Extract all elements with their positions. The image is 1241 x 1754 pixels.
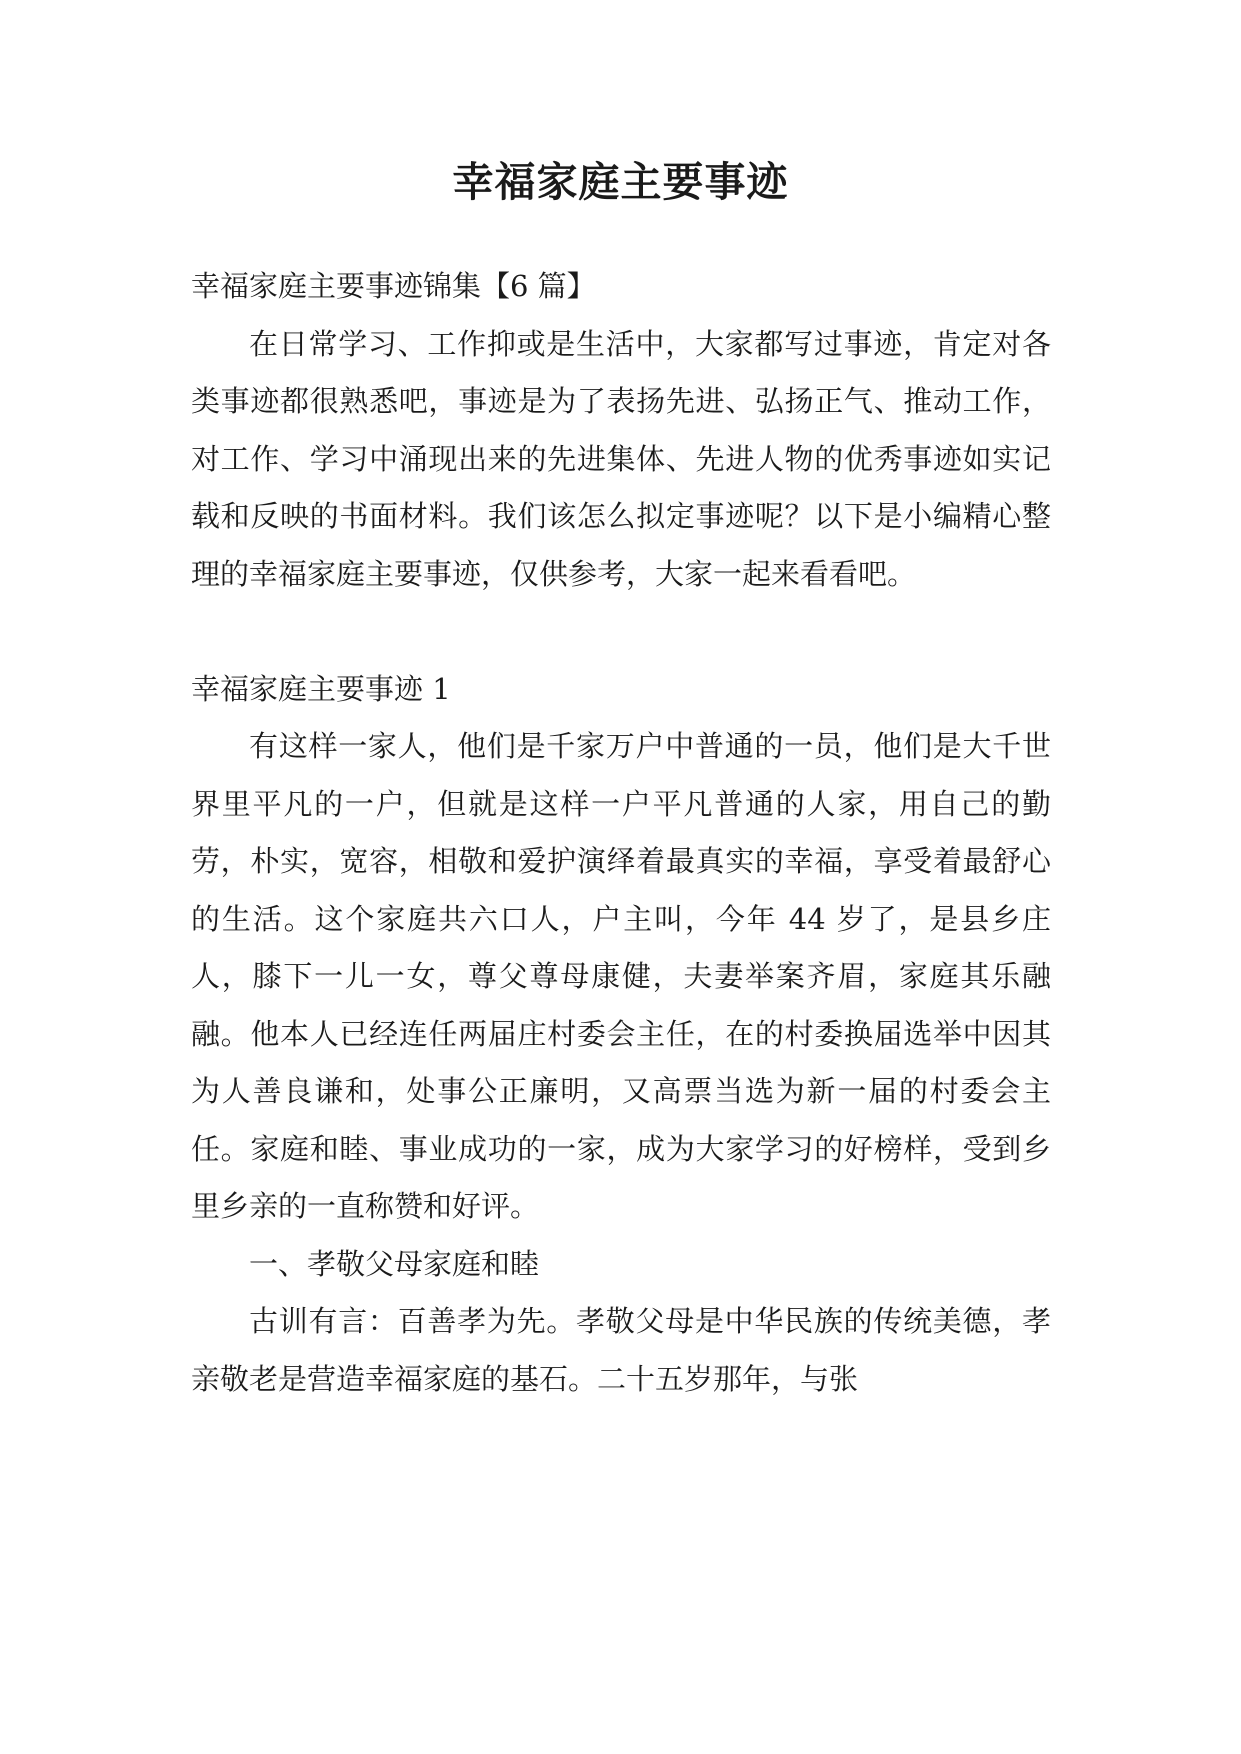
subheading: 一、孝敬父母家庭和睦 — [249, 1246, 540, 1281]
intro-paragraph: 在日常学习、工作抑或是生活中，大家都写过事迹，肯定对各类事迹都很熟悉吧，事迹是为了表扬先进、弘扬正气、推动工作，对工作、学习中涌现出来的先进集体、先进人物的优秀事迹如实记载和反映的书面材料。我们该怎么拟定事迹呢？以下是小编精心整理的幸福家庭主要事迹，仅供参考，大家一起来看看吧。 — [191, 326, 1051, 591]
collection-heading: 幸福家庭主要事迹锦集【6 篇】 — [191, 269, 596, 303]
paragraph-spacer — [191, 603, 1051, 661]
document-title: 幸福家庭主要事迹 — [452, 158, 789, 206]
body-paragraph: 有这样一家人，他们是千家万户中普通的一员，他们是大千世界里平凡的一户，但就是这样一户平凡普通的人家，用自己的勤劳，朴实，宽容，相敬和爱护演绎着最真实的幸福，享受着最舒心的生活。这个家庭共六口人，户主叫，今年 44 岁了，是县乡庄人，膝下一儿一女，尊父尊母康健，夫妻举案齐眉，家庭其乐融融。他本人已经连任两届庄村委会主任，在的村委换届选举中因其为人善良谦和，处事公正廉明，又高票当选为新一届的村委会主任。家庭和睦、事业成功的一家，成为大家学习的好榜样，受到乡里乡亲的一直称赞和好评。 — [191, 729, 1051, 1223]
body-paragraph: 古训有言：百善孝为先。孝敬父母是中华民族的传统美德，孝亲敬老是营造幸福家庭的基石。二十五岁那年，与张 — [191, 1304, 1051, 1396]
section-heading: 幸福家庭主要事迹 1 — [191, 671, 451, 706]
document-body — [191, 258, 1051, 1408]
